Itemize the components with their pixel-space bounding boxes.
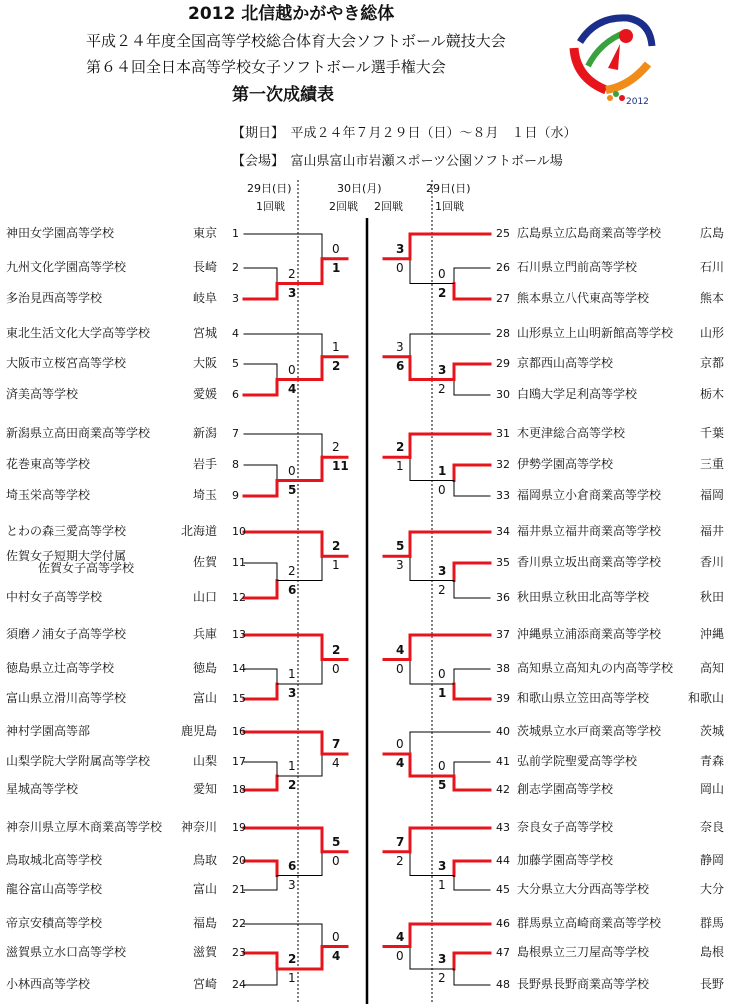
right-team-prefecture: 京都 (699, 356, 724, 370)
left-team-name: 多治見西高等学校 (6, 291, 103, 305)
right-team-seed: 30 (496, 388, 510, 401)
left-team-seed: 7 (232, 427, 239, 440)
left-team-prefecture: 大阪 (192, 356, 217, 370)
left-team-seed: 10 (232, 525, 246, 538)
left-r2-score-top: 1 (332, 339, 340, 354)
right-r2-score-bottom: 0 (396, 948, 404, 963)
right-team-prefecture: 群馬 (699, 916, 724, 930)
left-team-seed: 5 (232, 357, 239, 370)
logo-year: 2012 (626, 97, 649, 107)
left-r1-score-bottom: 6 (288, 582, 297, 597)
left-team-name: 神村学園高等部 (6, 724, 91, 738)
right-team-name: 大分県立大分西高等学校 (517, 882, 650, 896)
right-team-prefecture: 千葉 (699, 426, 724, 440)
right-r1-score-top: 0 (438, 759, 446, 773)
right-r2-score-top: 4 (396, 642, 405, 657)
right-team-prefecture: 三重 (699, 457, 724, 471)
left-team-name: 九州文化学園高等学校 (6, 260, 127, 274)
right-r1-score-top: 0 (438, 667, 446, 681)
right-team-name: 石川県立門前高等学校 (517, 260, 638, 274)
left-r1-score-top: 2 (288, 952, 297, 966)
left-team-seed: 2 (232, 261, 239, 274)
right-team-name: 京都西山高等学校 (517, 356, 614, 370)
left-day-label: 29日(日) (247, 182, 292, 195)
left-r1-score-top: 2 (288, 266, 296, 281)
right-team-seed: 43 (496, 821, 510, 834)
right-team-prefecture: 茨城 (699, 724, 724, 738)
left-team-name: 星城高等学校 (6, 782, 79, 796)
left-team-prefecture: 富山 (192, 691, 217, 705)
left-team-prefecture: 滋賀 (192, 945, 217, 959)
left-r2-score-bottom: 1 (332, 260, 341, 275)
left-r2-score-bottom: 4 (332, 756, 340, 770)
right-r2-score-bottom: 3 (396, 558, 404, 573)
left-team-seed: 9 (232, 489, 239, 502)
right-team-prefecture: 和歌山 (687, 691, 724, 705)
right-r1-score-top: 3 (438, 362, 447, 377)
right-team-seed: 45 (496, 883, 510, 896)
left-team-seed: 13 (232, 628, 246, 641)
right-r2-score-top: 4 (396, 929, 405, 944)
page-title: 2012 北信越かがやき総体 (188, 4, 395, 24)
right-team-prefecture: 福岡 (699, 488, 724, 502)
left-team-name: 大阪市立桜宮高等学校 (6, 356, 127, 370)
right-r1-score-bottom: 5 (438, 778, 447, 792)
left-team-name: 花巻東高等学校 (6, 457, 91, 471)
right-r2-score-top: 2 (396, 440, 405, 455)
right-team-prefecture: 大分 (699, 882, 724, 896)
left-team-prefecture: 長崎 (192, 260, 217, 274)
left-team-seed: 17 (232, 755, 246, 768)
right-team-seed: 32 (496, 458, 510, 471)
left-team-prefecture: 岩手 (192, 457, 217, 471)
right-r2-score-top: 3 (396, 339, 404, 354)
right-team-seed: 39 (496, 692, 510, 705)
right-r1-score-top: 3 (438, 563, 447, 578)
right-r2-score-top: 5 (396, 539, 405, 554)
right-r2-score-bottom: 4 (396, 756, 405, 770)
right-r1-score-bottom: 1 (438, 686, 447, 700)
results-heading: 第一次成績表 (232, 85, 334, 105)
right-team-prefecture: 福井 (699, 524, 724, 538)
left-r2-score-bottom: 4 (332, 948, 341, 963)
left-team-prefecture: 宮崎 (192, 977, 217, 991)
left-r2-score-top: 7 (332, 737, 341, 751)
right-r1-score-top: 1 (438, 463, 447, 478)
left-r1-score-bottom: 1 (288, 971, 296, 985)
left-r1-score-top: 6 (288, 858, 297, 873)
left-r1-score-bottom: 2 (288, 778, 297, 792)
right-team-prefecture: 山形 (699, 326, 724, 340)
left-team-name: 神田女学園高等学校 (6, 226, 115, 240)
championship-title: 第６４回全日本高等学校女子ソフトボール選手権大会 (86, 58, 446, 76)
left-r2-score-bottom: 11 (332, 459, 349, 474)
right-r2-score-bottom: 0 (396, 260, 404, 275)
date-info: 【期日】 平成２４年７月２９日（日）～８月 １日（水） (232, 126, 577, 141)
right-team-name: 秋田県立秋田北高等学校 (517, 590, 650, 604)
right-team-seed: 46 (496, 917, 510, 930)
left-team-name: 徳島県立辻高等学校 (6, 661, 115, 675)
right-team-name: 島根県立三刀屋高等学校 (517, 945, 650, 959)
right-r1-score-bottom: 2 (438, 285, 447, 300)
left-team-name: 佐賀女子短期大学付属 (6, 549, 127, 563)
left-r1-score-top: 0 (288, 463, 296, 478)
right-team-name: 群馬県立高崎商業高等学校 (517, 916, 662, 930)
right-team-name: 創志学園高等学校 (517, 782, 614, 796)
left-r1-score-top: 1 (288, 759, 296, 773)
right-r1-score-top: 3 (438, 858, 447, 873)
right-team-name: 福岡県立小倉商業高等学校 (517, 488, 662, 502)
left-r1-score-bottom: 3 (288, 285, 297, 300)
left-team-prefecture: 岐阜 (192, 291, 217, 305)
right-team-seed: 28 (496, 327, 510, 340)
left-team-name: 小林西高等学校 (6, 977, 91, 991)
right-team-seed: 41 (496, 755, 510, 768)
right-team-prefecture: 広島 (699, 226, 724, 240)
right-team-name: 木更津総合高等学校 (517, 426, 626, 440)
left-team-prefecture: 徳島 (192, 661, 217, 675)
left-team-prefecture: 埼玉 (192, 488, 217, 502)
right-r2-score-bottom: 2 (396, 853, 404, 868)
left-team-seed: 16 (232, 725, 246, 738)
left-team-name: 新潟県立高田商業高等学校 (6, 426, 151, 440)
left-team-seed: 19 (232, 821, 246, 834)
right-r2-score-top: 3 (396, 241, 405, 256)
right-day-label: 29日(日) (426, 182, 471, 195)
left-team-seed: 12 (232, 591, 246, 604)
right-team-prefecture: 熊本 (699, 291, 724, 305)
round2-right-label: 2回戦 (374, 200, 403, 213)
right-team-prefecture: 高知 (699, 661, 724, 675)
left-r2-score-bottom: 2 (332, 358, 341, 373)
right-r2-score-bottom: 1 (396, 459, 404, 474)
right-team-name: 広島県立広島商業高等学校 (517, 226, 662, 240)
left-team-seed: 23 (232, 946, 246, 959)
left-r1-score-top: 2 (288, 563, 296, 578)
left-team-seed: 1 (232, 227, 239, 240)
left-team-prefecture: 愛知 (192, 782, 217, 796)
left-team-prefecture: 鳥取 (192, 853, 217, 867)
left-team-seed: 14 (232, 662, 246, 675)
left-team-prefecture: 富山 (192, 882, 217, 896)
right-team-seed: 40 (496, 725, 510, 738)
right-team-seed: 34 (496, 525, 510, 538)
right-team-name: 奈良女子高等学校 (517, 820, 614, 834)
right-team-prefecture: 奈良 (699, 820, 724, 834)
left-team-prefecture: 兵庫 (192, 627, 217, 641)
left-r1-score-bottom: 3 (288, 686, 297, 700)
left-team-seed: 24 (232, 978, 246, 991)
left-team-name: とわの森三愛高等学校 (6, 524, 127, 538)
right-r1-score-bottom: 0 (438, 482, 446, 497)
right-team-seed: 37 (496, 628, 510, 641)
right-team-prefecture: 秋田 (699, 590, 724, 604)
left-team-prefecture: 北海道 (180, 524, 217, 538)
left-team-seed: 18 (232, 783, 246, 796)
left-r2-score-top: 0 (332, 241, 340, 256)
left-r2-score-bottom: 0 (332, 853, 340, 868)
right-team-name: 茨城県立水戸商業高等学校 (517, 724, 662, 738)
right-team-seed: 47 (496, 946, 510, 959)
right-team-seed: 48 (496, 978, 510, 991)
left-r2-score-bottom: 1 (332, 558, 340, 573)
left-team-name: 富山県立滑川高等学校 (6, 691, 127, 705)
right-r1-score-bottom: 2 (438, 582, 446, 597)
right-team-prefecture: 石川 (699, 260, 724, 274)
left-team-name: 滋賀県立水口高等学校 (6, 945, 127, 959)
right-team-name: 熊本県立八代東高等学校 (517, 291, 650, 305)
right-r2-score-top: 7 (396, 834, 405, 849)
right-team-prefecture: 青森 (699, 754, 724, 768)
left-team-name: 東北生活文化大学高等学校 (6, 326, 151, 340)
right-team-name: 福井県立福井商業高等学校 (517, 524, 662, 538)
left-team-seed: 3 (232, 292, 239, 305)
left-r1-score-bottom: 3 (288, 877, 296, 892)
left-round-label: 1回戦 (256, 200, 285, 213)
right-team-name: 長野県長野商業高等学校 (517, 977, 650, 991)
left-r1-score-bottom: 5 (288, 482, 297, 497)
right-team-prefecture: 島根 (699, 945, 724, 959)
right-team-name: 弘前学院聖愛高等学校 (517, 754, 638, 768)
right-team-seed: 44 (496, 854, 510, 867)
left-team-prefecture: 東京 (192, 226, 217, 240)
right-team-name: 白鴎大学足利高等学校 (517, 387, 638, 401)
left-team-name: 鳥取城北高等学校 (6, 853, 103, 867)
left-team-seed: 6 (232, 388, 239, 401)
left-team-name-line2: 佐賀女子高等学校 (38, 561, 135, 575)
left-r2-score-top: 2 (332, 539, 341, 554)
right-team-seed: 31 (496, 427, 510, 440)
right-team-seed: 42 (496, 783, 510, 796)
right-round-label: 1回戦 (435, 200, 464, 213)
tournament-title: 平成２４年度全国高等学校総合体育大会ソフトボール競技大会 (86, 32, 506, 50)
right-team-prefecture: 栃木 (699, 387, 724, 401)
right-team-prefecture: 静岡 (699, 853, 724, 867)
right-team-seed: 33 (496, 489, 510, 502)
right-r1-score-top: 0 (438, 266, 446, 281)
left-team-prefecture: 新潟 (192, 426, 217, 440)
left-team-name: 埼玉栄高等学校 (6, 488, 91, 502)
left-team-prefecture: 鹿児島 (180, 724, 217, 738)
right-team-seed: 35 (496, 556, 510, 569)
right-team-prefecture: 沖縄 (699, 627, 724, 641)
right-team-name: 伊勢学園高等学校 (517, 457, 614, 471)
left-team-prefecture: 宮城 (192, 326, 217, 340)
left-team-name: 山梨学院大学附属高等学校 (6, 754, 151, 768)
right-team-prefecture: 岡山 (699, 782, 724, 796)
left-team-name: 神奈川県立厚木商業高等学校 (6, 820, 163, 834)
left-team-prefecture: 愛媛 (192, 387, 217, 401)
right-team-prefecture: 長野 (699, 977, 724, 991)
right-team-name: 加藤学園高等学校 (517, 853, 614, 867)
left-team-seed: 22 (232, 917, 246, 930)
left-team-prefecture: 山梨 (192, 754, 217, 768)
left-team-prefecture: 山口 (192, 590, 217, 604)
left-team-name: 龍谷富山高等学校 (6, 882, 103, 896)
left-team-name: 中村女子高等学校 (6, 590, 103, 604)
mid-day-label: 30日(月) (337, 182, 382, 195)
right-team-name: 山形県立上山明新館高等学校 (517, 326, 674, 340)
right-r2-score-bottom: 6 (396, 358, 405, 373)
round2-left-label: 2回戦 (329, 200, 358, 213)
left-team-seed: 15 (232, 692, 246, 705)
left-team-name: 須磨ノ浦女子高等学校 (6, 627, 127, 641)
venue-info: 【会場】 富山県富山市岩瀬スポーツ公園ソフトボール場 (232, 154, 563, 169)
right-team-seed: 38 (496, 662, 510, 675)
right-team-name: 和歌山県立笠田高等学校 (517, 691, 650, 705)
left-team-name: 帝京安積高等学校 (6, 916, 103, 930)
left-team-prefecture: 佐賀 (192, 555, 217, 569)
left-team-seed: 21 (232, 883, 246, 896)
right-r2-score-bottom: 0 (396, 661, 404, 676)
left-r2-score-bottom: 0 (332, 661, 340, 676)
left-r1-score-bottom: 4 (288, 381, 297, 396)
right-team-seed: 26 (496, 261, 510, 274)
left-r2-score-top: 2 (332, 440, 340, 455)
right-r1-score-bottom: 2 (438, 971, 446, 985)
right-r1-score-top: 3 (438, 952, 447, 966)
left-team-prefecture: 福島 (192, 916, 217, 930)
right-r1-score-bottom: 2 (438, 381, 446, 396)
left-r2-score-top: 5 (332, 834, 341, 849)
left-team-seed: 11 (232, 556, 246, 569)
left-r1-score-top: 1 (288, 667, 296, 681)
left-team-prefecture: 神奈川 (180, 820, 217, 834)
left-team-seed: 4 (232, 327, 239, 340)
left-team-name: 済美高等学校 (6, 387, 79, 401)
right-team-seed: 25 (496, 227, 510, 240)
left-r2-score-top: 2 (332, 642, 341, 657)
left-team-seed: 20 (232, 854, 246, 867)
right-r2-score-top: 0 (396, 737, 404, 751)
right-team-seed: 29 (496, 357, 510, 370)
right-team-seed: 27 (496, 292, 510, 305)
left-r2-score-top: 0 (332, 929, 340, 944)
right-team-name: 沖縄県立浦添商業高等学校 (517, 627, 662, 641)
right-r1-score-bottom: 1 (438, 877, 446, 892)
left-team-seed: 8 (232, 458, 239, 471)
right-team-name: 香川県立坂出商業高等学校 (517, 555, 662, 569)
right-team-name: 高知県立高知丸の内高等学校 (517, 661, 674, 675)
right-team-seed: 36 (496, 591, 510, 604)
left-r1-score-top: 0 (288, 362, 296, 377)
right-team-prefecture: 香川 (699, 555, 724, 569)
